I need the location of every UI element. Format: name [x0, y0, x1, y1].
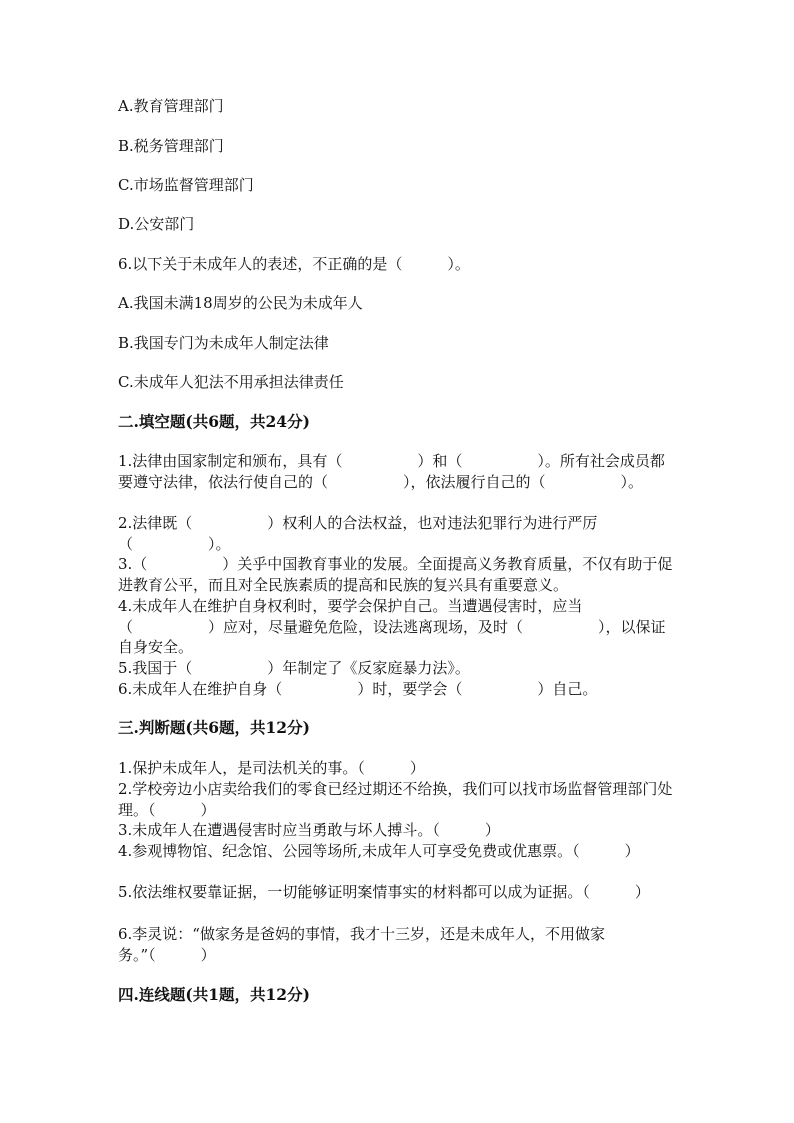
fill-question-1: 1.法律由国家制定和颁布，具有（ ）和（ ）。所有社会成员都要遵守法律，依法行使自己的（ ），依法履行自己的（ ）。 [118, 452, 665, 491]
judge-question-5: 5.依法维权要靠证据，一切能够证明案情事实的材料都可以成为证据。（ ） [118, 883, 650, 901]
section-four-heading: 四.连线题(共1题，共12分) [118, 985, 310, 1004]
judge-question-6: 6.李灵说：“做家务是爸妈的事情，我才十三岁，还是未成年人，不用做家务。”（ ） [118, 925, 605, 964]
fill-question-6: 6.未成年人在维护自身（ ）时，要学会（ ）自己。 [118, 680, 598, 698]
question-6-stem: 6.以下关于未成年人的表述，不正确的是（ ）。 [118, 255, 470, 273]
q6-option-c: C.未成年人犯法不用承担法律责任 [118, 373, 344, 391]
section-three-heading: 三.判断题(共6题，共12分) [118, 718, 310, 737]
judge-question-3: 3.未成年人在遭遇侵害时应当勇敢与坏人搏斗。（ ） [118, 821, 500, 839]
option-d: D.公安部门 [118, 215, 195, 233]
section-two-heading: 二.填空题(共6题，共24分) [118, 412, 310, 431]
option-b: B.税务管理部门 [118, 137, 224, 155]
fill-question-2: 2.法律既（ ）权利人的合法权益，也对违法犯罪行为进行严厉（ ）。 [118, 514, 598, 553]
judge-question-4: 4.参观博物馆、纪念馆、公园等场所,未成年人可享受免费或优惠票。（ ） [118, 842, 640, 860]
q6-option-a: A.我国未满18周岁的公民为未成年人 [118, 294, 363, 312]
judge-question-2: 2.学校旁边小店卖给我们的零食已经过期还不给换，我们可以找市场监督管理部门处理。（ ） [118, 780, 673, 819]
q6-option-b: B.我国专门为未成年人制定法律 [118, 334, 329, 352]
option-c: C.市场监督管理部门 [118, 176, 254, 194]
fill-question-5: 5.我国于（ ）年制定了《反家庭暴力法》。 [118, 659, 470, 677]
fill-question-4: 4.未成年人在维护自身权利时，要学会保护自己。当遭遇侵害时，应当（ ）应对，尽量避免危险，设法逃离现场，及时（ ），以保证自身安全。 [118, 597, 666, 657]
fill-question-3: 3.（ ）关乎中国教育事业的发展。全面提高义务教育质量，不仅有助于促进教育公平，而且对全民族素质的提高和民族的复兴具有重要意义。 [118, 555, 673, 594]
option-a: A.教育管理部门 [118, 97, 224, 115]
judge-question-1: 1.保护未成年人，是司法机关的事。（ ） [118, 759, 425, 777]
